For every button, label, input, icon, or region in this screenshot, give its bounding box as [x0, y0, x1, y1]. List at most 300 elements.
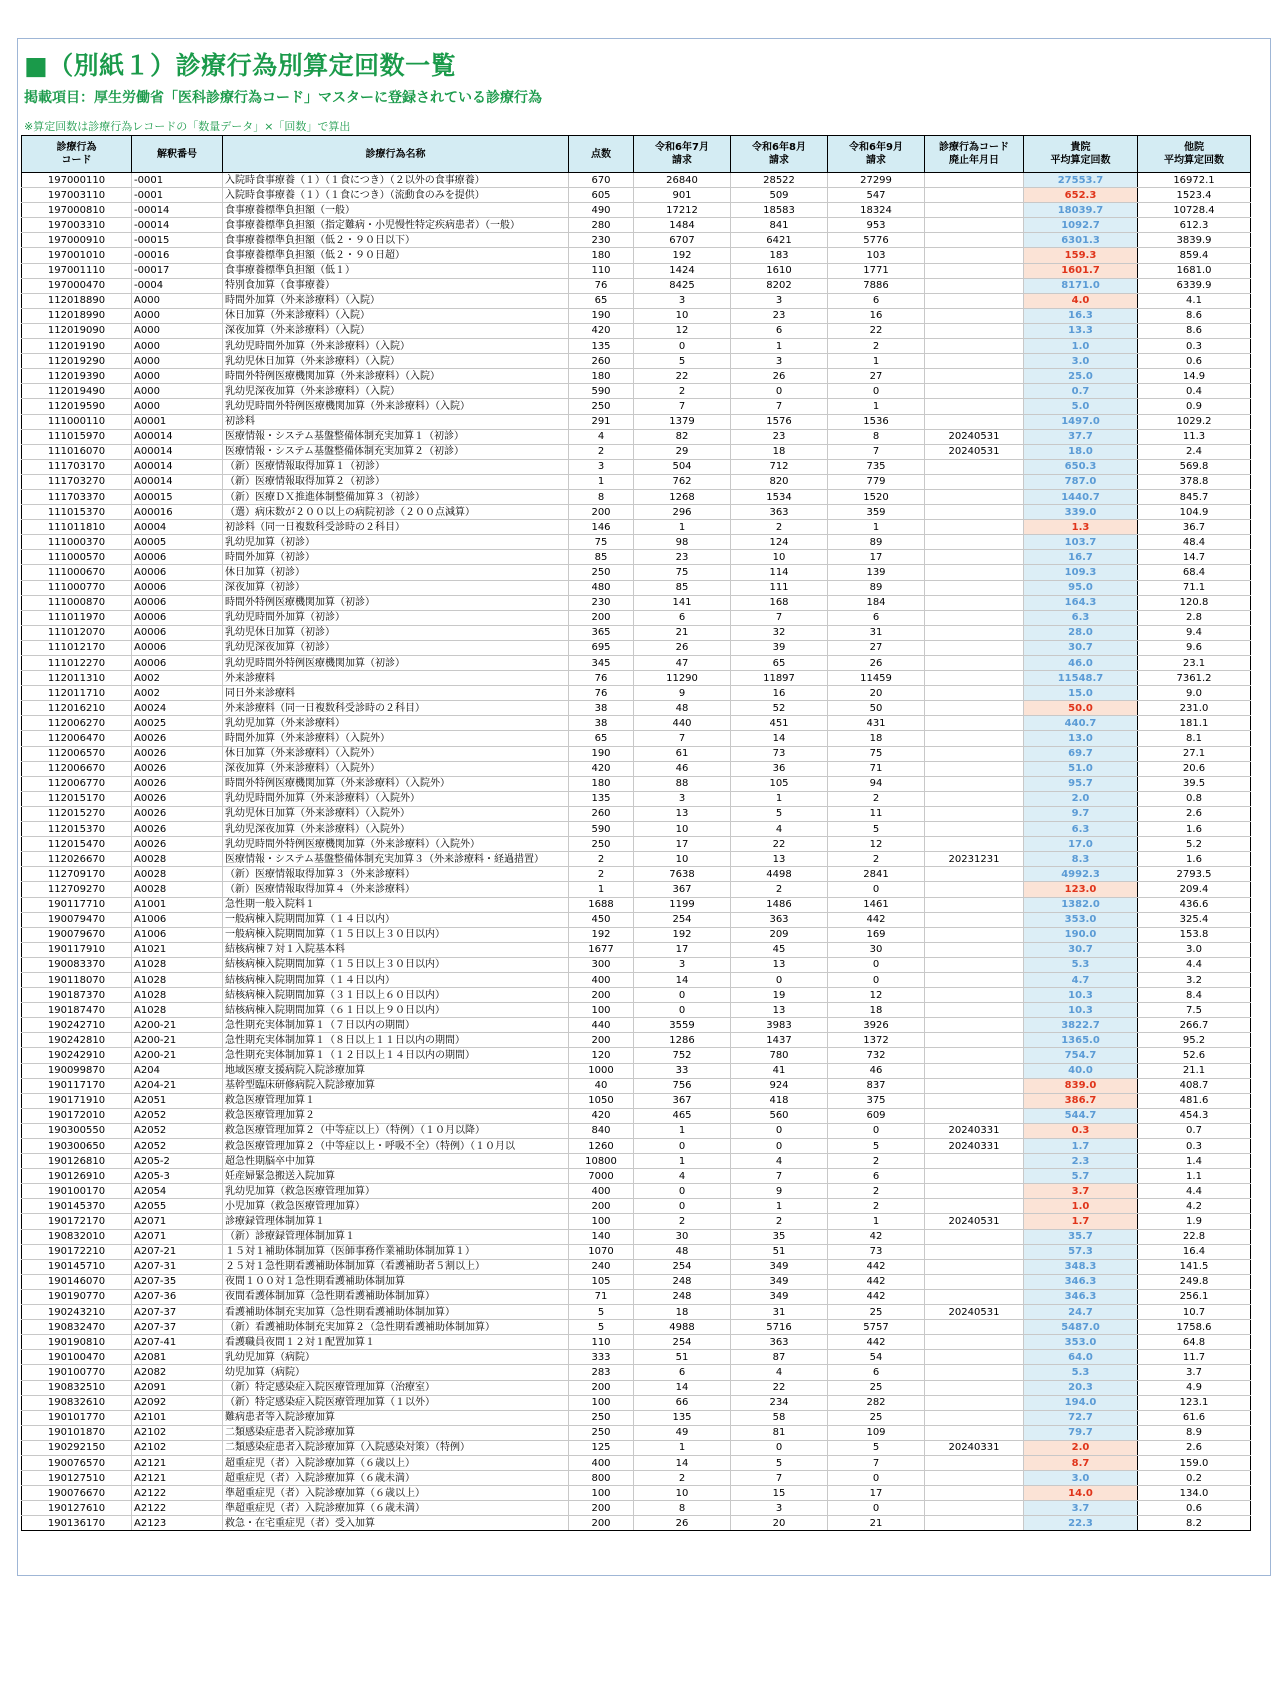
- sep-cell: 17: [828, 550, 925, 565]
- table-row: [22, 625, 1251, 640]
- sep-cell: 7: [828, 444, 925, 459]
- table-row: [22, 459, 1251, 474]
- other-avg-cell: 231.0: [1138, 701, 1251, 716]
- abolished-cell: [925, 822, 1024, 837]
- other-avg-cell: 249.8: [1138, 1274, 1251, 1289]
- jul-cell: 10: [634, 1486, 731, 1501]
- other-avg-cell: 16.4: [1138, 1244, 1251, 1259]
- table-row: [22, 429, 1251, 444]
- header-interp-no: 解釈番号: [132, 136, 223, 173]
- aug-cell: 560: [731, 1108, 828, 1123]
- jul-cell: 192: [634, 927, 731, 942]
- abolished-cell: [925, 1395, 1024, 1410]
- own-avg-cell: 1365.0: [1024, 1033, 1138, 1048]
- name-cell: 救急医療管理加算２: [223, 1108, 569, 1123]
- sep-cell: 375: [828, 1093, 925, 1108]
- table-row: [22, 278, 1251, 293]
- own-avg-cell: 6301.3: [1024, 233, 1138, 248]
- other-avg-cell: 4.2: [1138, 1199, 1251, 1214]
- other-avg-cell: 8.2: [1138, 1516, 1251, 1531]
- interp-no-cell: A207-36: [132, 1289, 223, 1304]
- jul-cell: 1199: [634, 897, 731, 912]
- sep-cell: 184: [828, 595, 925, 610]
- interp-no-cell: -0001: [132, 188, 223, 203]
- abolished-cell: [925, 1003, 1024, 1018]
- jul-cell: 85: [634, 580, 731, 595]
- other-avg-cell: 256.1: [1138, 1289, 1251, 1304]
- table-row: [22, 1033, 1251, 1048]
- name-cell: 食事療養標準負担額（低１）: [223, 263, 569, 278]
- jul-cell: 254: [634, 1259, 731, 1274]
- other-avg-cell: 4.9: [1138, 1380, 1251, 1395]
- name-cell: 救急・在宅重症児（者）受入加算: [223, 1516, 569, 1531]
- points-cell: 7000: [569, 1169, 634, 1184]
- sep-cell: 18: [828, 1003, 925, 1018]
- points-cell: 1070: [569, 1244, 634, 1259]
- code-cell: 112011310: [22, 671, 132, 686]
- own-avg-cell: 16.3: [1024, 308, 1138, 323]
- code-cell: 197001010: [22, 248, 132, 263]
- abolished-cell: [925, 1033, 1024, 1048]
- table-row: [22, 1063, 1251, 1078]
- sep-cell: 7886: [828, 278, 925, 293]
- points-cell: 250: [569, 1425, 634, 1440]
- name-cell: 急性期充実体制加算１（７日以内の期間）: [223, 1018, 569, 1033]
- sep-cell: 16: [828, 308, 925, 323]
- name-cell: 救急医療管理加算１: [223, 1093, 569, 1108]
- points-cell: 105: [569, 1274, 634, 1289]
- code-cell: 190145370: [22, 1199, 132, 1214]
- interp-no-cell: A2091: [132, 1380, 223, 1395]
- name-cell: 準超重症児（者）入院診療加算（６歳未満）: [223, 1501, 569, 1516]
- other-avg-cell: 21.1: [1138, 1063, 1251, 1078]
- points-cell: 300: [569, 957, 634, 972]
- code-cell: 190832510: [22, 1380, 132, 1395]
- points-cell: 120: [569, 1048, 634, 1063]
- jul-cell: 13: [634, 806, 731, 821]
- aug-cell: 1576: [731, 414, 828, 429]
- code-cell: 112015170: [22, 791, 132, 806]
- sep-cell: 20: [828, 686, 925, 701]
- own-avg-cell: 6.3: [1024, 822, 1138, 837]
- own-avg-cell: 1601.7: [1024, 263, 1138, 278]
- points-cell: 1050: [569, 1093, 634, 1108]
- name-cell: 超重症児（者）入院診療加算（６歳以上）: [223, 1455, 569, 1470]
- code-cell: 190190810: [22, 1335, 132, 1350]
- jul-cell: 12: [634, 323, 731, 338]
- own-avg-cell: 8.3: [1024, 852, 1138, 867]
- points-cell: 192: [569, 927, 634, 942]
- table-row: [22, 489, 1251, 504]
- sep-cell: 50: [828, 701, 925, 716]
- other-avg-cell: 27.1: [1138, 746, 1251, 761]
- sep-cell: 12: [828, 837, 925, 852]
- table-row: [22, 610, 1251, 625]
- sep-cell: 42: [828, 1229, 925, 1244]
- own-avg-cell: 353.0: [1024, 912, 1138, 927]
- name-cell: （新）診療録管理体制加算１: [223, 1229, 569, 1244]
- sep-cell: 89: [828, 535, 925, 550]
- own-avg-cell: 64.0: [1024, 1350, 1138, 1365]
- table-row: [22, 1350, 1251, 1365]
- abolished-cell: [925, 701, 1024, 716]
- abolished-cell: 20240531: [925, 1214, 1024, 1229]
- sep-cell: 75: [828, 746, 925, 761]
- jul-cell: 465: [634, 1108, 731, 1123]
- abolished-cell: [925, 625, 1024, 640]
- table-row: [22, 474, 1251, 489]
- jul-cell: 296: [634, 505, 731, 520]
- own-avg-cell: 5.3: [1024, 957, 1138, 972]
- sep-cell: 5: [828, 1440, 925, 1455]
- table-row: [22, 640, 1251, 655]
- abolished-cell: [925, 565, 1024, 580]
- abolished-cell: [925, 414, 1024, 429]
- name-cell: （新）特定感染症入院医療管理加算（治療室）: [223, 1380, 569, 1395]
- other-avg-cell: 23.1: [1138, 656, 1251, 671]
- abolished-cell: [925, 505, 1024, 520]
- sep-cell: 22: [828, 323, 925, 338]
- code-cell: 111015370: [22, 505, 132, 520]
- header-aug: 令和6年8月 請求: [731, 136, 828, 173]
- points-cell: 146: [569, 520, 634, 535]
- jul-cell: 135: [634, 1410, 731, 1425]
- name-cell: 外来診療料（同一日複数科受診時の２科目）: [223, 701, 569, 716]
- jul-cell: 254: [634, 1335, 731, 1350]
- own-avg-cell: 544.7: [1024, 1108, 1138, 1123]
- table-row: [22, 1455, 1251, 1470]
- table-row: [22, 927, 1251, 942]
- interp-no-cell: A205-2: [132, 1154, 223, 1169]
- code-cell: 197000470: [22, 278, 132, 293]
- other-avg-cell: 7.5: [1138, 1003, 1251, 1018]
- sep-cell: 11459: [828, 671, 925, 686]
- abolished-cell: [925, 746, 1024, 761]
- interp-no-cell: -00014: [132, 218, 223, 233]
- other-avg-cell: 14.9: [1138, 369, 1251, 384]
- points-cell: 76: [569, 686, 634, 701]
- table-row: [22, 806, 1251, 821]
- sep-cell: 442: [828, 1289, 925, 1304]
- own-avg-cell: 9.7: [1024, 806, 1138, 821]
- code-cell: 190079470: [22, 912, 132, 927]
- code-cell: 112018990: [22, 308, 132, 323]
- own-avg-cell: 3.7: [1024, 1184, 1138, 1199]
- jul-cell: 22: [634, 369, 731, 384]
- table-row: [22, 656, 1251, 671]
- own-avg-cell: 20.3: [1024, 1380, 1138, 1395]
- aug-cell: 39: [731, 640, 828, 655]
- code-cell: 111012170: [22, 640, 132, 655]
- sep-cell: 1771: [828, 263, 925, 278]
- interp-no-cell: A1028: [132, 1003, 223, 1018]
- name-cell: 深夜加算（外来診療料）（入院）: [223, 323, 569, 338]
- name-cell: 乳幼児加算（初診）: [223, 535, 569, 550]
- points-cell: 4: [569, 429, 634, 444]
- name-cell: 食事療養標準負担額（低２・９０日超）: [223, 248, 569, 263]
- points-cell: 480: [569, 580, 634, 595]
- interp-no-cell: A2121: [132, 1455, 223, 1470]
- interp-no-cell: A0006: [132, 656, 223, 671]
- points-cell: 40: [569, 1078, 634, 1093]
- other-avg-cell: 11.7: [1138, 1350, 1251, 1365]
- jul-cell: 6: [634, 610, 731, 625]
- sep-cell: 54: [828, 1350, 925, 1365]
- code-cell: 112019390: [22, 369, 132, 384]
- abolished-cell: [925, 1471, 1024, 1486]
- aug-cell: 22: [731, 837, 828, 852]
- other-avg-cell: 4.4: [1138, 1184, 1251, 1199]
- code-cell: 190126910: [22, 1169, 132, 1184]
- own-avg-cell: 4.7: [1024, 972, 1138, 987]
- name-cell: （新）医療ＤＸ推進体制整備加算３（初診）: [223, 489, 569, 504]
- sep-cell: 12: [828, 988, 925, 1003]
- own-avg-cell: 51.0: [1024, 761, 1138, 776]
- interp-no-cell: A2102: [132, 1440, 223, 1455]
- own-avg-cell: 79.7: [1024, 1425, 1138, 1440]
- points-cell: 100: [569, 1214, 634, 1229]
- interp-no-cell: A0028: [132, 882, 223, 897]
- jul-cell: 26840: [634, 173, 731, 188]
- points-cell: 5: [569, 1320, 634, 1335]
- table-row: [22, 701, 1251, 716]
- points-cell: 250: [569, 399, 634, 414]
- jul-cell: 9: [634, 686, 731, 701]
- abolished-cell: [925, 1169, 1024, 1184]
- table-row: [22, 1305, 1251, 1320]
- own-avg-cell: 30.7: [1024, 942, 1138, 957]
- name-cell: 難病患者等入院診療加算: [223, 1410, 569, 1425]
- interp-no-cell: A2071: [132, 1214, 223, 1229]
- aug-cell: 841: [731, 218, 828, 233]
- aug-cell: 3983: [731, 1018, 828, 1033]
- other-avg-cell: 1758.6: [1138, 1320, 1251, 1335]
- sep-cell: 953: [828, 218, 925, 233]
- points-cell: 420: [569, 323, 634, 338]
- name-cell: 乳幼児休日加算（初診）: [223, 625, 569, 640]
- other-avg-cell: 39.5: [1138, 776, 1251, 791]
- points-cell: 85: [569, 550, 634, 565]
- jul-cell: 48: [634, 1244, 731, 1259]
- jul-cell: 48: [634, 701, 731, 716]
- abolished-cell: [925, 671, 1024, 686]
- name-cell: ２５対１急性期看護補助体制加算（看護補助者５割以上）: [223, 1259, 569, 1274]
- code-cell: 190076670: [22, 1486, 132, 1501]
- aug-cell: 1486: [731, 897, 828, 912]
- abolished-cell: [925, 1425, 1024, 1440]
- interp-no-cell: A207-31: [132, 1259, 223, 1274]
- sep-cell: 6: [828, 293, 925, 308]
- header-own-avg: 貴院 平均算定回数: [1024, 136, 1138, 173]
- interp-no-cell: A0026: [132, 822, 223, 837]
- own-avg-cell: 1.0: [1024, 1199, 1138, 1214]
- table-row: [22, 323, 1251, 338]
- aug-cell: 780: [731, 1048, 828, 1063]
- abolished-cell: [925, 248, 1024, 263]
- other-avg-cell: 8.1: [1138, 731, 1251, 746]
- points-cell: 1: [569, 882, 634, 897]
- code-cell: 112006670: [22, 761, 132, 776]
- aug-cell: 11897: [731, 671, 828, 686]
- points-cell: 365: [569, 625, 634, 640]
- interp-no-cell: A000: [132, 369, 223, 384]
- code-cell: 190099870: [22, 1063, 132, 1078]
- name-cell: 乳幼児加算（救急医療管理加算）: [223, 1184, 569, 1199]
- table-row: [22, 1093, 1251, 1108]
- interp-no-cell: A2121: [132, 1471, 223, 1486]
- table-row: [22, 1108, 1251, 1123]
- name-cell: （新）医療情報取得加算３（外来診療料）: [223, 867, 569, 882]
- aug-cell: 8202: [731, 278, 828, 293]
- sep-cell: 25: [828, 1305, 925, 1320]
- interp-no-cell: A207-37: [132, 1320, 223, 1335]
- name-cell: 幼児加算（病院）: [223, 1365, 569, 1380]
- other-avg-cell: 266.7: [1138, 1018, 1251, 1033]
- points-cell: 180: [569, 369, 634, 384]
- code-cell: 190100770: [22, 1365, 132, 1380]
- jul-cell: 10: [634, 308, 731, 323]
- other-avg-cell: 6339.9: [1138, 278, 1251, 293]
- sep-cell: 0: [828, 972, 925, 987]
- jul-cell: 6707: [634, 233, 731, 248]
- sep-cell: 442: [828, 1335, 925, 1350]
- jul-cell: 0: [634, 1139, 731, 1154]
- sep-cell: 2: [828, 339, 925, 354]
- interp-no-cell: A1021: [132, 942, 223, 957]
- jul-cell: 17212: [634, 203, 731, 218]
- other-avg-cell: 16972.1: [1138, 173, 1251, 188]
- jul-cell: 21: [634, 625, 731, 640]
- name-cell: （新）医療情報取得加算２（初診）: [223, 474, 569, 489]
- own-avg-cell: 8171.0: [1024, 278, 1138, 293]
- table-row: [22, 1440, 1251, 1455]
- name-cell: 夜間１００対１急性期看護補助体制加算: [223, 1274, 569, 1289]
- aug-cell: 5: [731, 806, 828, 821]
- aug-cell: 0: [731, 972, 828, 987]
- interp-no-cell: A2055: [132, 1199, 223, 1214]
- interp-no-cell: A207-37: [132, 1305, 223, 1320]
- sep-cell: 25: [828, 1410, 925, 1425]
- points-cell: 75: [569, 535, 634, 550]
- abolished-cell: [925, 323, 1024, 338]
- points-cell: 8: [569, 489, 634, 504]
- aug-cell: 349: [731, 1274, 828, 1289]
- aug-cell: 81: [731, 1425, 828, 1440]
- own-avg-cell: 3.7: [1024, 1501, 1138, 1516]
- other-avg-cell: 845.7: [1138, 489, 1251, 504]
- abolished-cell: [925, 384, 1024, 399]
- abolished-cell: [925, 1108, 1024, 1123]
- other-avg-cell: 20.6: [1138, 761, 1251, 776]
- own-avg-cell: 8.7: [1024, 1455, 1138, 1470]
- name-cell: （新）医療情報取得加算４（外来診療料）: [223, 882, 569, 897]
- name-cell: 休日加算（初診）: [223, 565, 569, 580]
- abolished-cell: [925, 595, 1024, 610]
- name-cell: （新）特定感染症入院医療管理加算（１以外）: [223, 1395, 569, 1410]
- interp-no-cell: A000: [132, 339, 223, 354]
- jul-cell: 901: [634, 188, 731, 203]
- jul-cell: 7: [634, 731, 731, 746]
- interp-no-cell: A1028: [132, 957, 223, 972]
- interp-no-cell: A0028: [132, 867, 223, 882]
- table-row: [22, 354, 1251, 369]
- jul-cell: 367: [634, 1093, 731, 1108]
- table-row: [22, 791, 1251, 806]
- name-cell: 一般病棟入院期間加算（１４日以内）: [223, 912, 569, 927]
- name-cell: 結核病棟入院期間加算（３１日以上６０日以内）: [223, 988, 569, 1003]
- aug-cell: 5: [731, 1455, 828, 1470]
- other-avg-cell: 8.4: [1138, 988, 1251, 1003]
- interp-no-cell: -00014: [132, 203, 223, 218]
- points-cell: 135: [569, 339, 634, 354]
- points-cell: 200: [569, 1380, 634, 1395]
- other-avg-cell: 612.3: [1138, 218, 1251, 233]
- table-row: [22, 1139, 1251, 1154]
- jul-cell: 440: [634, 716, 731, 731]
- code-cell: 111012070: [22, 625, 132, 640]
- own-avg-cell: 69.7: [1024, 746, 1138, 761]
- other-avg-cell: 10728.4: [1138, 203, 1251, 218]
- page-title: ■（別紙１）診療行為別算定回数一覧: [24, 51, 457, 80]
- code-cell: 190145710: [22, 1259, 132, 1274]
- aug-cell: 87: [731, 1350, 828, 1365]
- name-cell: 妊産婦緊急搬送入院加算: [223, 1169, 569, 1184]
- jul-cell: 14: [634, 1455, 731, 1470]
- table-row: [22, 248, 1251, 263]
- other-avg-cell: 48.4: [1138, 535, 1251, 550]
- page-subtitle: 掲載項目：厚生労働省「医科診療行為コード」マスターに登録されている診療行為: [24, 90, 542, 106]
- code-cell: 111011810: [22, 520, 132, 535]
- own-avg-cell: 839.0: [1024, 1078, 1138, 1093]
- name-cell: 乳幼児時間外特例医療機関加算（外来診療料）（入院外）: [223, 837, 569, 852]
- own-avg-cell: 0.3: [1024, 1123, 1138, 1138]
- jul-cell: 367: [634, 882, 731, 897]
- interp-no-cell: A0026: [132, 791, 223, 806]
- aug-cell: 23: [731, 429, 828, 444]
- jul-cell: 192: [634, 248, 731, 263]
- own-avg-cell: 35.7: [1024, 1229, 1138, 1244]
- name-cell: 初診料: [223, 414, 569, 429]
- interp-no-cell: A0028: [132, 852, 223, 867]
- sep-cell: 0: [828, 1501, 925, 1516]
- aug-cell: 2: [731, 1214, 828, 1229]
- code-cell: 112026670: [22, 852, 132, 867]
- own-avg-cell: 103.7: [1024, 535, 1138, 550]
- aug-cell: 65: [731, 656, 828, 671]
- table-row: [22, 972, 1251, 987]
- other-avg-cell: 569.8: [1138, 459, 1251, 474]
- name-cell: 乳幼児休日加算（外来診療料）（入院外）: [223, 806, 569, 821]
- code-cell: 111000770: [22, 580, 132, 595]
- own-avg-cell: 4992.3: [1024, 867, 1138, 882]
- sep-cell: 282: [828, 1395, 925, 1410]
- other-avg-cell: 325.4: [1138, 912, 1251, 927]
- points-cell: 200: [569, 1199, 634, 1214]
- abolished-cell: [925, 278, 1024, 293]
- jul-cell: 1484: [634, 218, 731, 233]
- interp-no-cell: -00015: [132, 233, 223, 248]
- header-code: 診療行為 コード: [22, 136, 132, 173]
- own-avg-cell: 1.3: [1024, 520, 1138, 535]
- interp-no-cell: A2054: [132, 1184, 223, 1199]
- points-cell: 200: [569, 610, 634, 625]
- name-cell: 乳幼児時間外加算（外来診療料）（入院）: [223, 339, 569, 354]
- interp-no-cell: A000: [132, 354, 223, 369]
- abolished-cell: [925, 1455, 1024, 1470]
- own-avg-cell: 2.3: [1024, 1154, 1138, 1169]
- own-avg-cell: 16.7: [1024, 550, 1138, 565]
- code-cell: 190117910: [22, 942, 132, 957]
